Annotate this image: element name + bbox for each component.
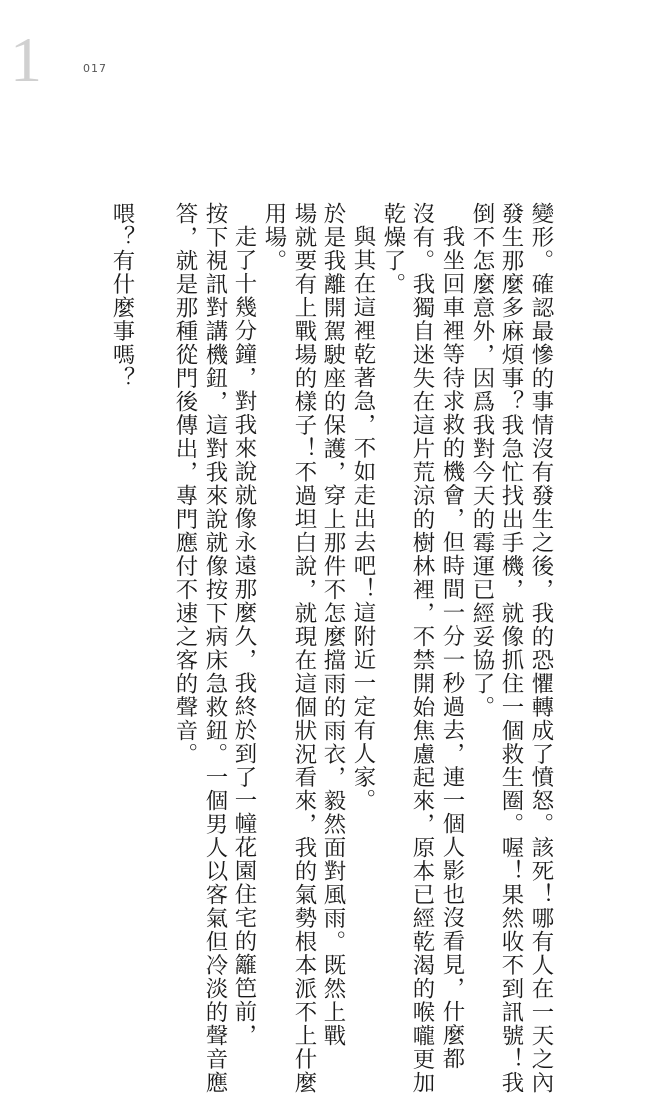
chapter-number: 1	[10, 24, 42, 95]
page-number: 017	[83, 62, 107, 75]
dialogue-line: 喂？有什麼事嗎？	[109, 202, 135, 390]
text-column-4: 我坐回車裡等待求救的機會，但時間一分一秒過去，連一個人影也沒看見，什麼都	[439, 225, 465, 1071]
text-column-11: 走了十幾分鐘，對我來說就像永遠那麼久，我終於到了一幢花園住宅的籬笆前，	[231, 225, 257, 1047]
text-column-10: 用場。	[261, 202, 287, 273]
text-column-13: 答，就是那種從門後傳出，專門應付不速之客的聲音。	[172, 202, 198, 766]
text-column-6: 乾燥了。	[380, 202, 406, 296]
text-column-2: 發生那麼多麻煩事？我急忙找出手機，就像抓住一個救生圈。喔！果然收不到訊號！我	[498, 202, 524, 1094]
text-column-12: 按下視訊對講機鈕，這對我來說就像按下病床急救鈕。一個男人以客氣但冷淡的聲音應	[202, 202, 228, 1094]
text-column-5: 沒有。我獨自迷失在這片荒涼的樹林裡，不禁開始焦慮起來，原本已經乾渴的喉嚨更加	[409, 202, 435, 1094]
text-column-9: 場就要有上戰場的樣子！不過坦白說，就現在這個狀況看來，我的氣勢根本派不上什麼	[291, 202, 317, 1094]
text-column-3: 倒不怎麼意外，因爲我對今天的霉運已經妥協了。	[469, 202, 495, 719]
text-column-8: 於是我離開駕駛座的保護，穿上那件不怎麼擋雨的雨衣，毅然面對風雨。既然上戰	[320, 202, 346, 1048]
text-column-7: 與其在這裡乾著急，不如走出去吧！這附近一定有人家。	[350, 225, 376, 812]
text-column-1: 變形。確認最慘的事情沒有發生之後，我的恐懼轉成了憤怒。該死！哪有人在一天之內	[528, 202, 554, 1094]
